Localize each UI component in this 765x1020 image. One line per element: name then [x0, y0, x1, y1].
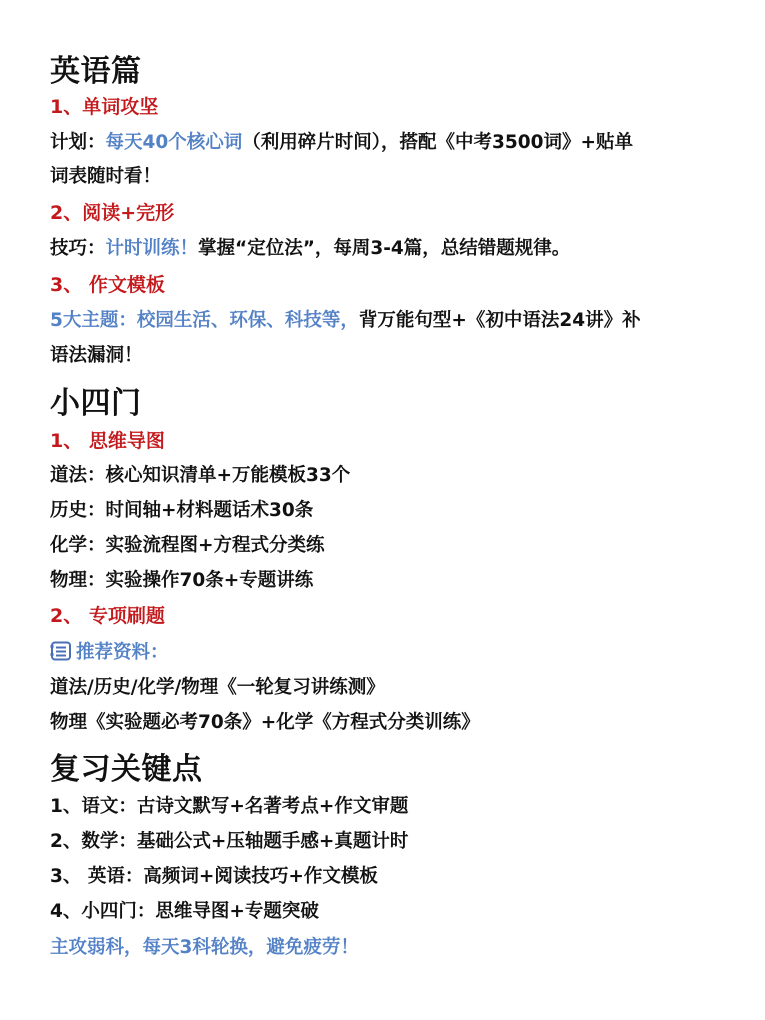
- english-tip-line: [50, 234, 735, 260]
- small4-subheading-mindmap: 1、 思维导图: [50, 430, 165, 452]
- essay-highlight: 5大主题：校园生活、环保、科技等，: [50, 310, 359, 331]
- small4-item-politics: 道法：核心知识清单+万能模板33个: [50, 465, 351, 486]
- tip-text: 掌握“定位法”，每周3-4篇，总结错题规律。: [198, 238, 571, 259]
- recommended-materials-line: [50, 638, 735, 666]
- keypoint-math: 2、数学：基础公式+压轴题手感+真题计时: [50, 831, 409, 852]
- essay-text: 背万能句型+《初中语法24讲》补: [358, 310, 641, 331]
- english-essay-continuation: 语法漏洞！: [50, 345, 143, 366]
- small4-subheading-practice: 2、 专项刷题: [50, 605, 165, 627]
- tip-highlight: 计时训练！: [105, 238, 199, 259]
- english-plan-line: [50, 128, 735, 154]
- plan-highlight: 每天40个核心词: [105, 132, 243, 153]
- small4-item-history: 历史：时间轴+材料题话术30条: [50, 500, 314, 521]
- small4-item-chemistry: 化学：实验流程图+方程式分类练: [50, 535, 325, 556]
- plan-text: （利用碎片时间），搭配《中考3500词》+贴单: [242, 132, 634, 153]
- plan-label: 计划：: [50, 132, 106, 153]
- tip-label: 技巧：: [50, 238, 106, 259]
- recommended-item-2: 物理《实验题必考70条》+化学《方程式分类训练》: [50, 712, 480, 733]
- english-subheading-essay: 3、 作文模板: [50, 274, 165, 296]
- english-subheading-reading: 2、阅读+完形: [50, 202, 175, 224]
- recommended-label: 推荐资料：: [76, 642, 169, 663]
- recommended-item-1: 道法/历史/化学/物理《一轮复习讲练测》: [50, 677, 385, 698]
- english-subheading-vocab: 1、单词攻坚: [50, 96, 159, 118]
- footer-tip: 主攻弱科，每天3科轮换，避免疲劳！: [50, 937, 359, 958]
- english-essay-line: [50, 306, 735, 332]
- section-title-small-four: 小四门: [50, 386, 142, 421]
- section-title-key-points: 复习关键点: [50, 752, 203, 787]
- section-title-english: 英语篇: [50, 54, 142, 89]
- english-plan-continuation: 词表随时看！: [50, 166, 162, 187]
- small4-item-physics: 物理：实验操作70条+专题讲练: [50, 570, 314, 591]
- notebook-icon: [50, 641, 72, 666]
- keypoint-english: 3、 英语：高频词+阅读技巧+作文模板: [50, 866, 378, 887]
- keypoint-small-four: 4、小四门：思维导图+专题突破: [50, 901, 319, 922]
- keypoint-chinese: 1、语文：古诗文默写+名著考点+作文审题: [50, 796, 409, 817]
